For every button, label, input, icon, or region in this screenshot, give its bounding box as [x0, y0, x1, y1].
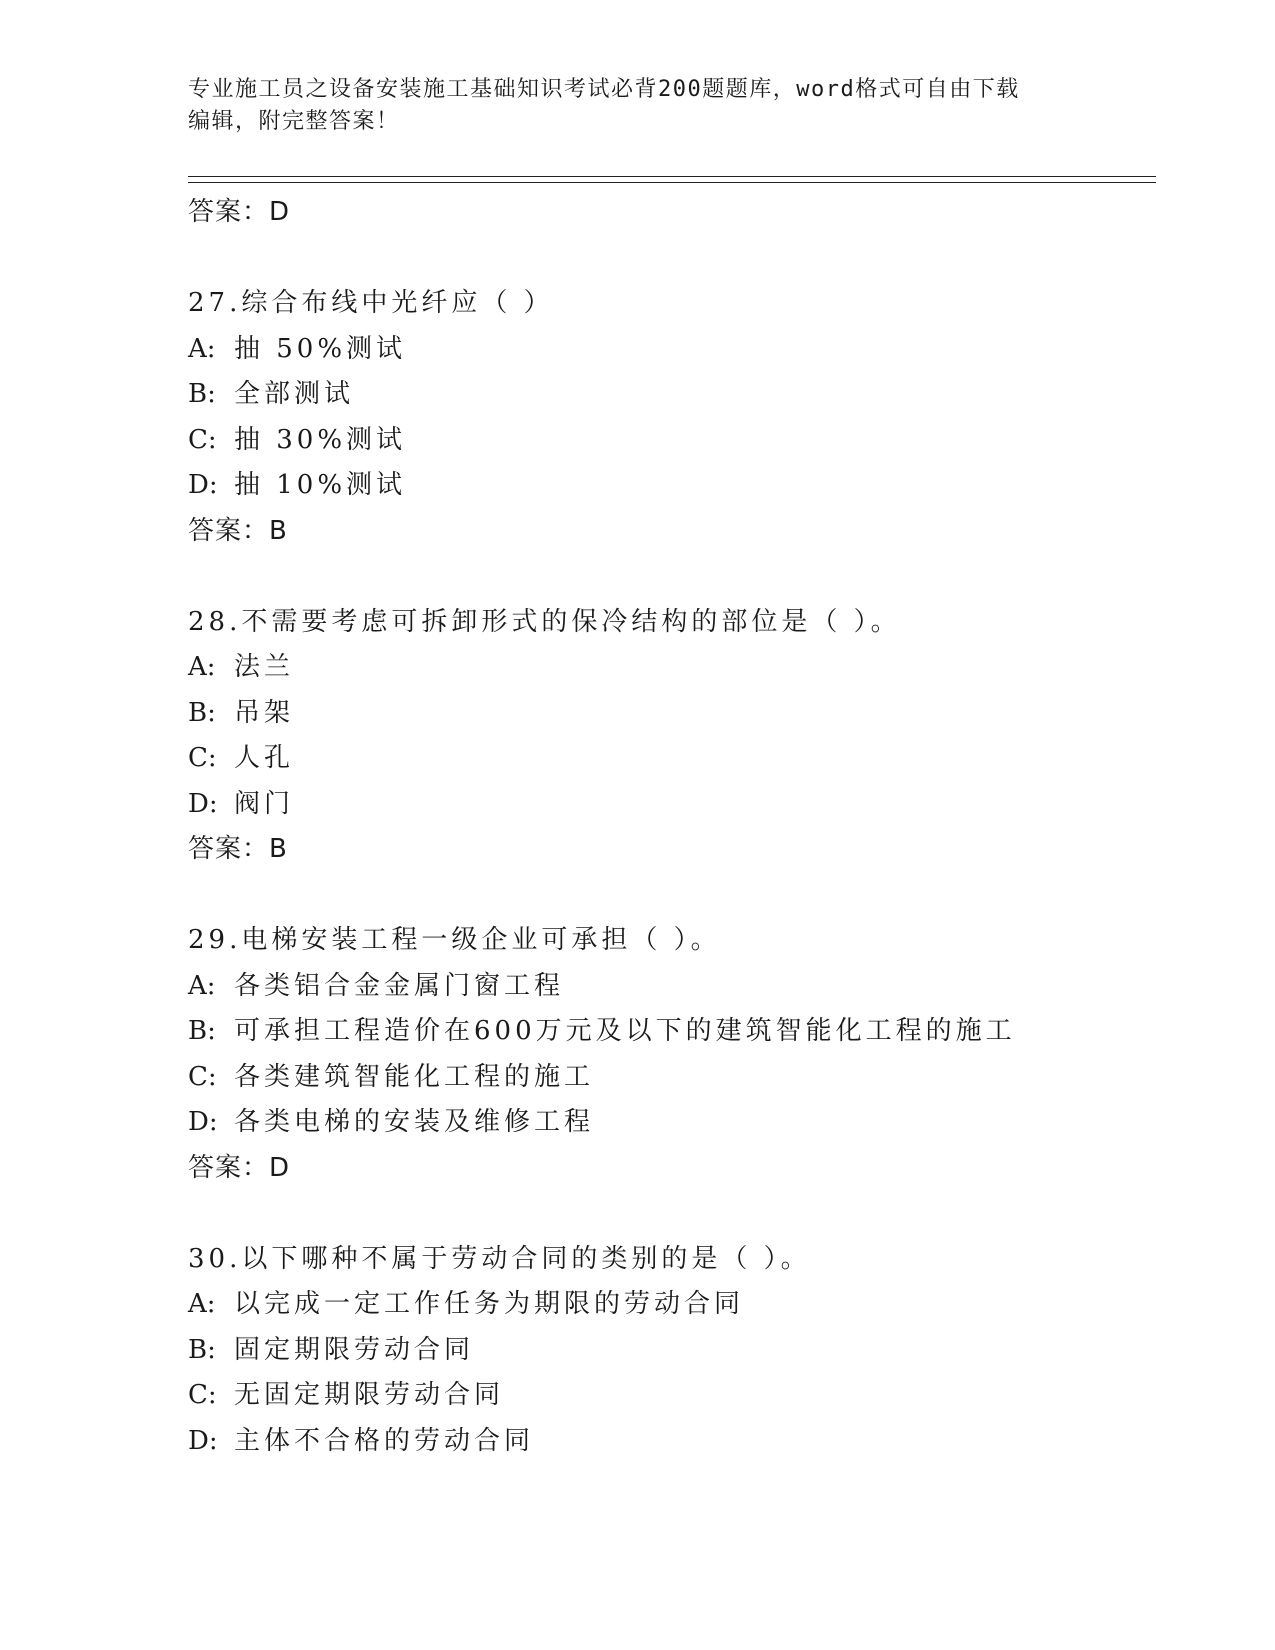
option-text: 以完成一定工作任务为期限的劳动合同	[234, 1289, 745, 1319]
question-28	[188, 600, 1156, 873]
question-stem: 28.不需要考虑可拆卸形式的保冷结构的部位是（ ）。	[188, 606, 901, 637]
option-label: B:	[188, 697, 216, 728]
question-stem: 30.以下哪种不属于劳动合同的类别的是（ ）。	[188, 1243, 811, 1274]
option-label: A:	[188, 970, 216, 1001]
option-a	[188, 645, 1156, 691]
option-a	[188, 964, 1156, 1010]
header-line-2: 编辑，附完整答案！	[188, 109, 400, 134]
document-body	[188, 190, 1156, 1464]
option-d	[188, 463, 1156, 509]
option-label: C:	[188, 1061, 217, 1092]
question-stem: 27.综合布线中光纤应（ ）	[188, 288, 554, 318]
option-label: B:	[188, 379, 216, 409]
option-b	[188, 1009, 1156, 1055]
option-text: 人孔	[234, 743, 295, 773]
option-text: 抽 50%测试	[234, 333, 407, 364]
question-30	[188, 1237, 1156, 1465]
option-text: 吊架	[234, 697, 295, 728]
question-27	[188, 281, 1156, 554]
option-d	[188, 1100, 1156, 1146]
option-label: D:	[188, 788, 218, 819]
option-text: 全部测试	[234, 379, 355, 409]
option-label: B:	[188, 1334, 216, 1365]
option-text: 无固定期限劳动合同	[234, 1380, 505, 1410]
option-a	[188, 327, 1156, 373]
option-b	[188, 372, 1156, 418]
option-label: C:	[188, 424, 217, 455]
option-label: D:	[188, 1425, 218, 1456]
option-text: 可承担工程造价在600万元及以下的建筑智能化工程的施工	[234, 1016, 1016, 1046]
previous-answer: 答案：D	[188, 197, 291, 227]
option-text: 抽 10%测试	[234, 470, 407, 500]
option-b	[188, 1328, 1156, 1374]
option-c	[188, 736, 1156, 782]
option-c	[188, 1373, 1156, 1419]
option-a	[188, 1282, 1156, 1328]
option-c	[188, 1055, 1156, 1101]
option-text: 固定期限劳动合同	[234, 1334, 475, 1365]
option-c	[188, 418, 1156, 464]
answer: 答案：B	[188, 515, 288, 546]
option-label: C:	[188, 1380, 217, 1410]
header-line-1: 专业施工员之设备安装施工基础知识考试必背200题题库，word格式可自由下载	[188, 77, 1020, 102]
answer: 答案：B	[188, 834, 288, 864]
option-label: C:	[188, 743, 217, 773]
option-text: 各类建筑智能化工程的施工	[234, 1061, 595, 1092]
question-29	[188, 918, 1156, 1191]
option-text: 各类铝合金金属门窗工程	[234, 970, 565, 1001]
option-text: 各类电梯的安装及维修工程	[234, 1107, 595, 1137]
header-double-rule	[188, 176, 1156, 183]
option-label: D:	[188, 470, 218, 500]
option-label: D:	[188, 1107, 218, 1137]
answer: 答案：D	[188, 1152, 291, 1183]
option-label: A:	[188, 652, 216, 682]
option-text: 阀门	[234, 788, 295, 819]
option-label: A:	[188, 1289, 216, 1319]
question-stem: 29.电梯安装工程一级企业可承担（ ）。	[188, 925, 721, 955]
option-label: B:	[188, 1016, 216, 1046]
option-text: 法兰	[234, 652, 295, 682]
option-text: 主体不合格的劳动合同	[234, 1425, 535, 1456]
option-d	[188, 782, 1156, 828]
option-b	[188, 691, 1156, 737]
option-label: A:	[188, 333, 216, 364]
page-header	[188, 74, 1068, 138]
option-text: 抽 30%测试	[234, 424, 407, 455]
option-d	[188, 1419, 1156, 1465]
